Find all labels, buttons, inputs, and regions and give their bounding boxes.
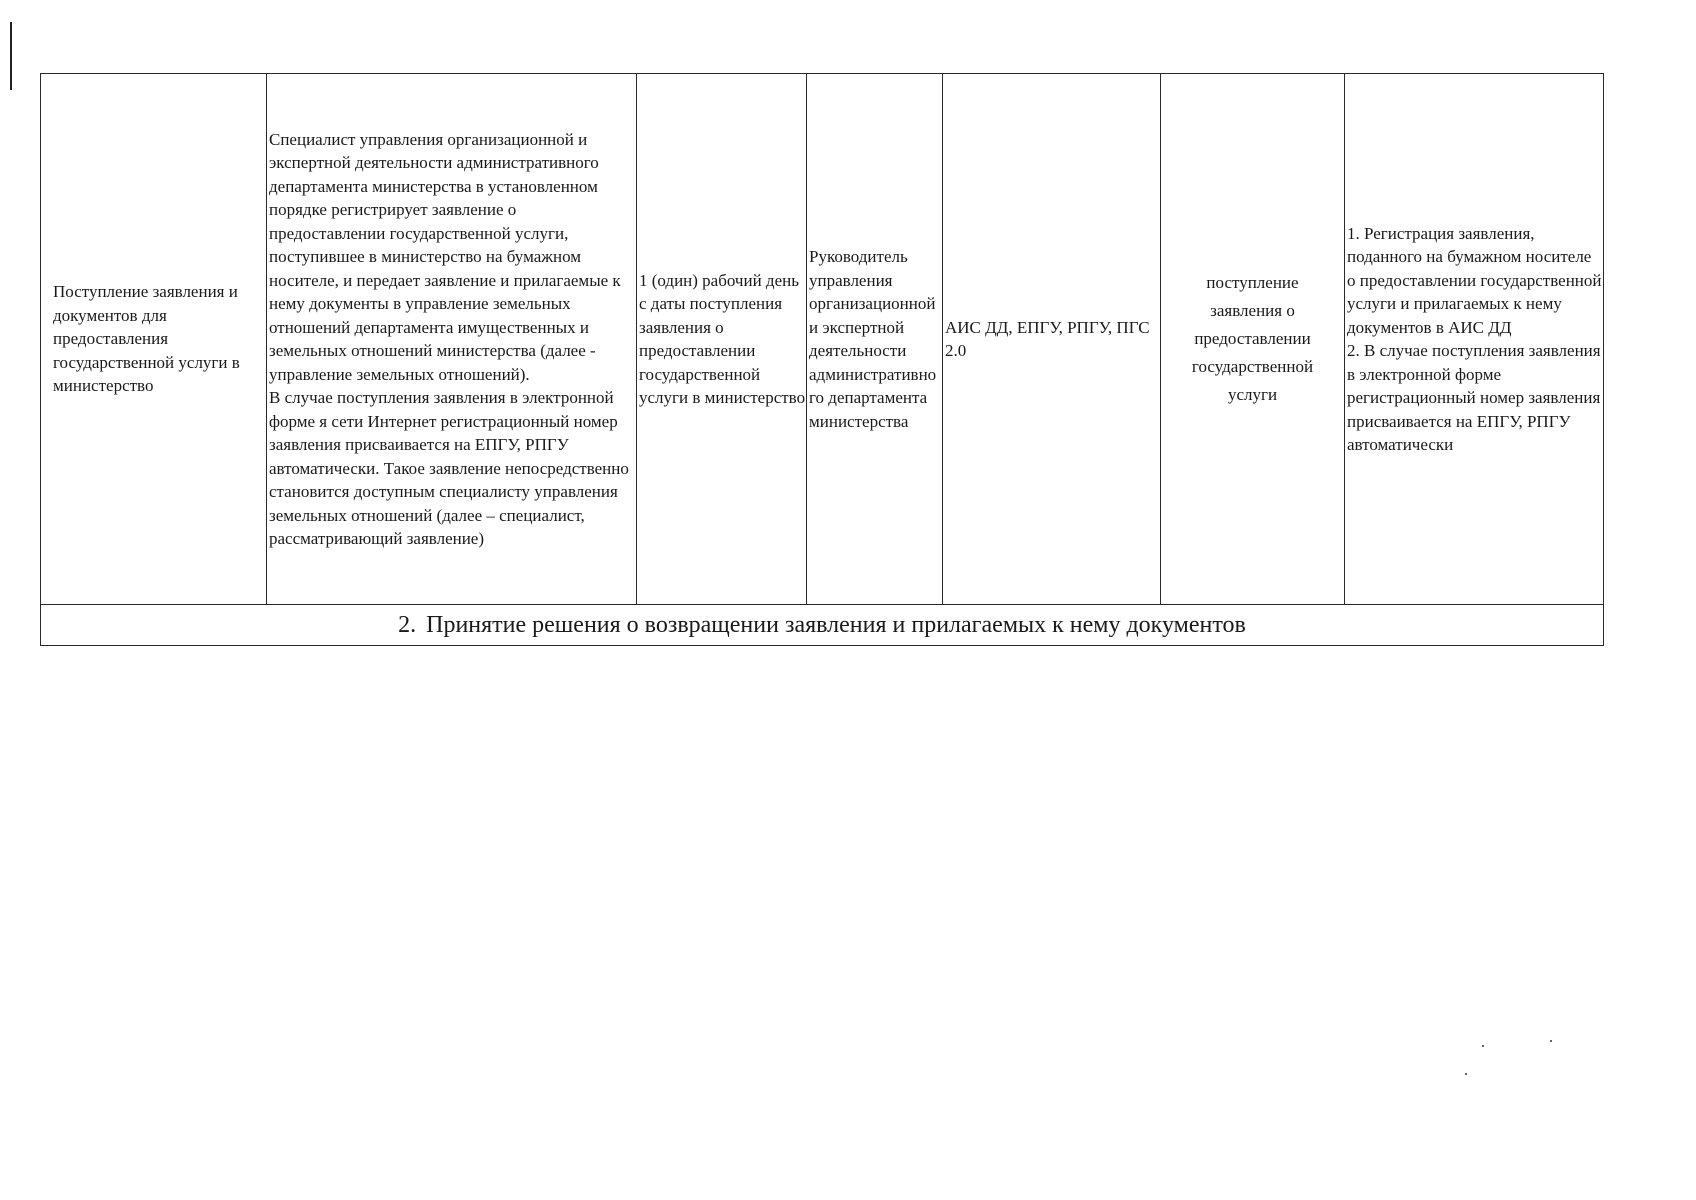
systems-cell xyxy=(943,74,1161,605)
scan-speck xyxy=(1482,1045,1484,1047)
scan-speck xyxy=(1465,1073,1467,1075)
scan-artifact-line xyxy=(10,22,12,90)
responsible-cell xyxy=(807,74,943,605)
procedure-table xyxy=(40,73,1604,646)
section-title: Принятие решения о возвращении заявления и прилагаемых к нему документов xyxy=(426,612,1246,638)
table-row xyxy=(41,74,1604,605)
procedure-paragraph: Специалист управления организационной и экспертной деятельности административного департамента министерства в установленном порядке регистрирует заявление о предоставлении государственной услуги, поступившее в министерство на бумажном носителе, и передает заявление и прилагаемые к нему документы в управление земельных отношений департамента имущественных и земельных отношений министерства (далее - управление земельных отношений). xyxy=(269,129,621,384)
section-row xyxy=(41,605,1604,646)
criterion-text: поступление заявления о предоставлении государственной услуги xyxy=(1191,273,1314,404)
result-item: 2. В случае поступления заявления в электронной форме регистрационный номер заявления присваивается на ЕПГУ, РПГУ автоматически xyxy=(1347,341,1601,454)
term-cell xyxy=(637,74,807,605)
systems-text: АИС ДД, ЕПГУ, РПГУ, ПГС 2.0 xyxy=(945,317,1150,360)
section-number: 2. xyxy=(398,612,417,638)
procedure-paragraph: В случае поступления заявления в электронной форме я сети Интернет регистрационный номер заявления присваивается на ЕПГУ, РПГУ автоматически. Такое заявление непосредственно становится доступным специалисту управления земельных отношений (далее – специалист, рассматривающий заявление) xyxy=(269,388,629,548)
result-item: 1. Регистрация заявления, поданного на бумажном носителе о предоставлении государственной услуги и прилагаемых к нему документов в АИС ДД xyxy=(1347,223,1602,337)
result-cell xyxy=(1345,74,1604,605)
section-heading-cell xyxy=(41,605,1604,646)
procedure-cell xyxy=(267,74,637,605)
term-text: 1 (один) рабочий день с даты поступления заявления о предоставлении государственной услуги в министерство xyxy=(639,270,806,407)
scan-speck xyxy=(1550,1040,1552,1042)
responsible-text: Руководитель управления организационной и экспертной деятельности административного департамента министерства xyxy=(809,247,937,431)
stage-text: Поступление заявления и документов для предоставления государственной услуги в министерство xyxy=(53,282,240,396)
criterion-cell xyxy=(1161,74,1345,605)
stage-cell xyxy=(41,74,267,605)
